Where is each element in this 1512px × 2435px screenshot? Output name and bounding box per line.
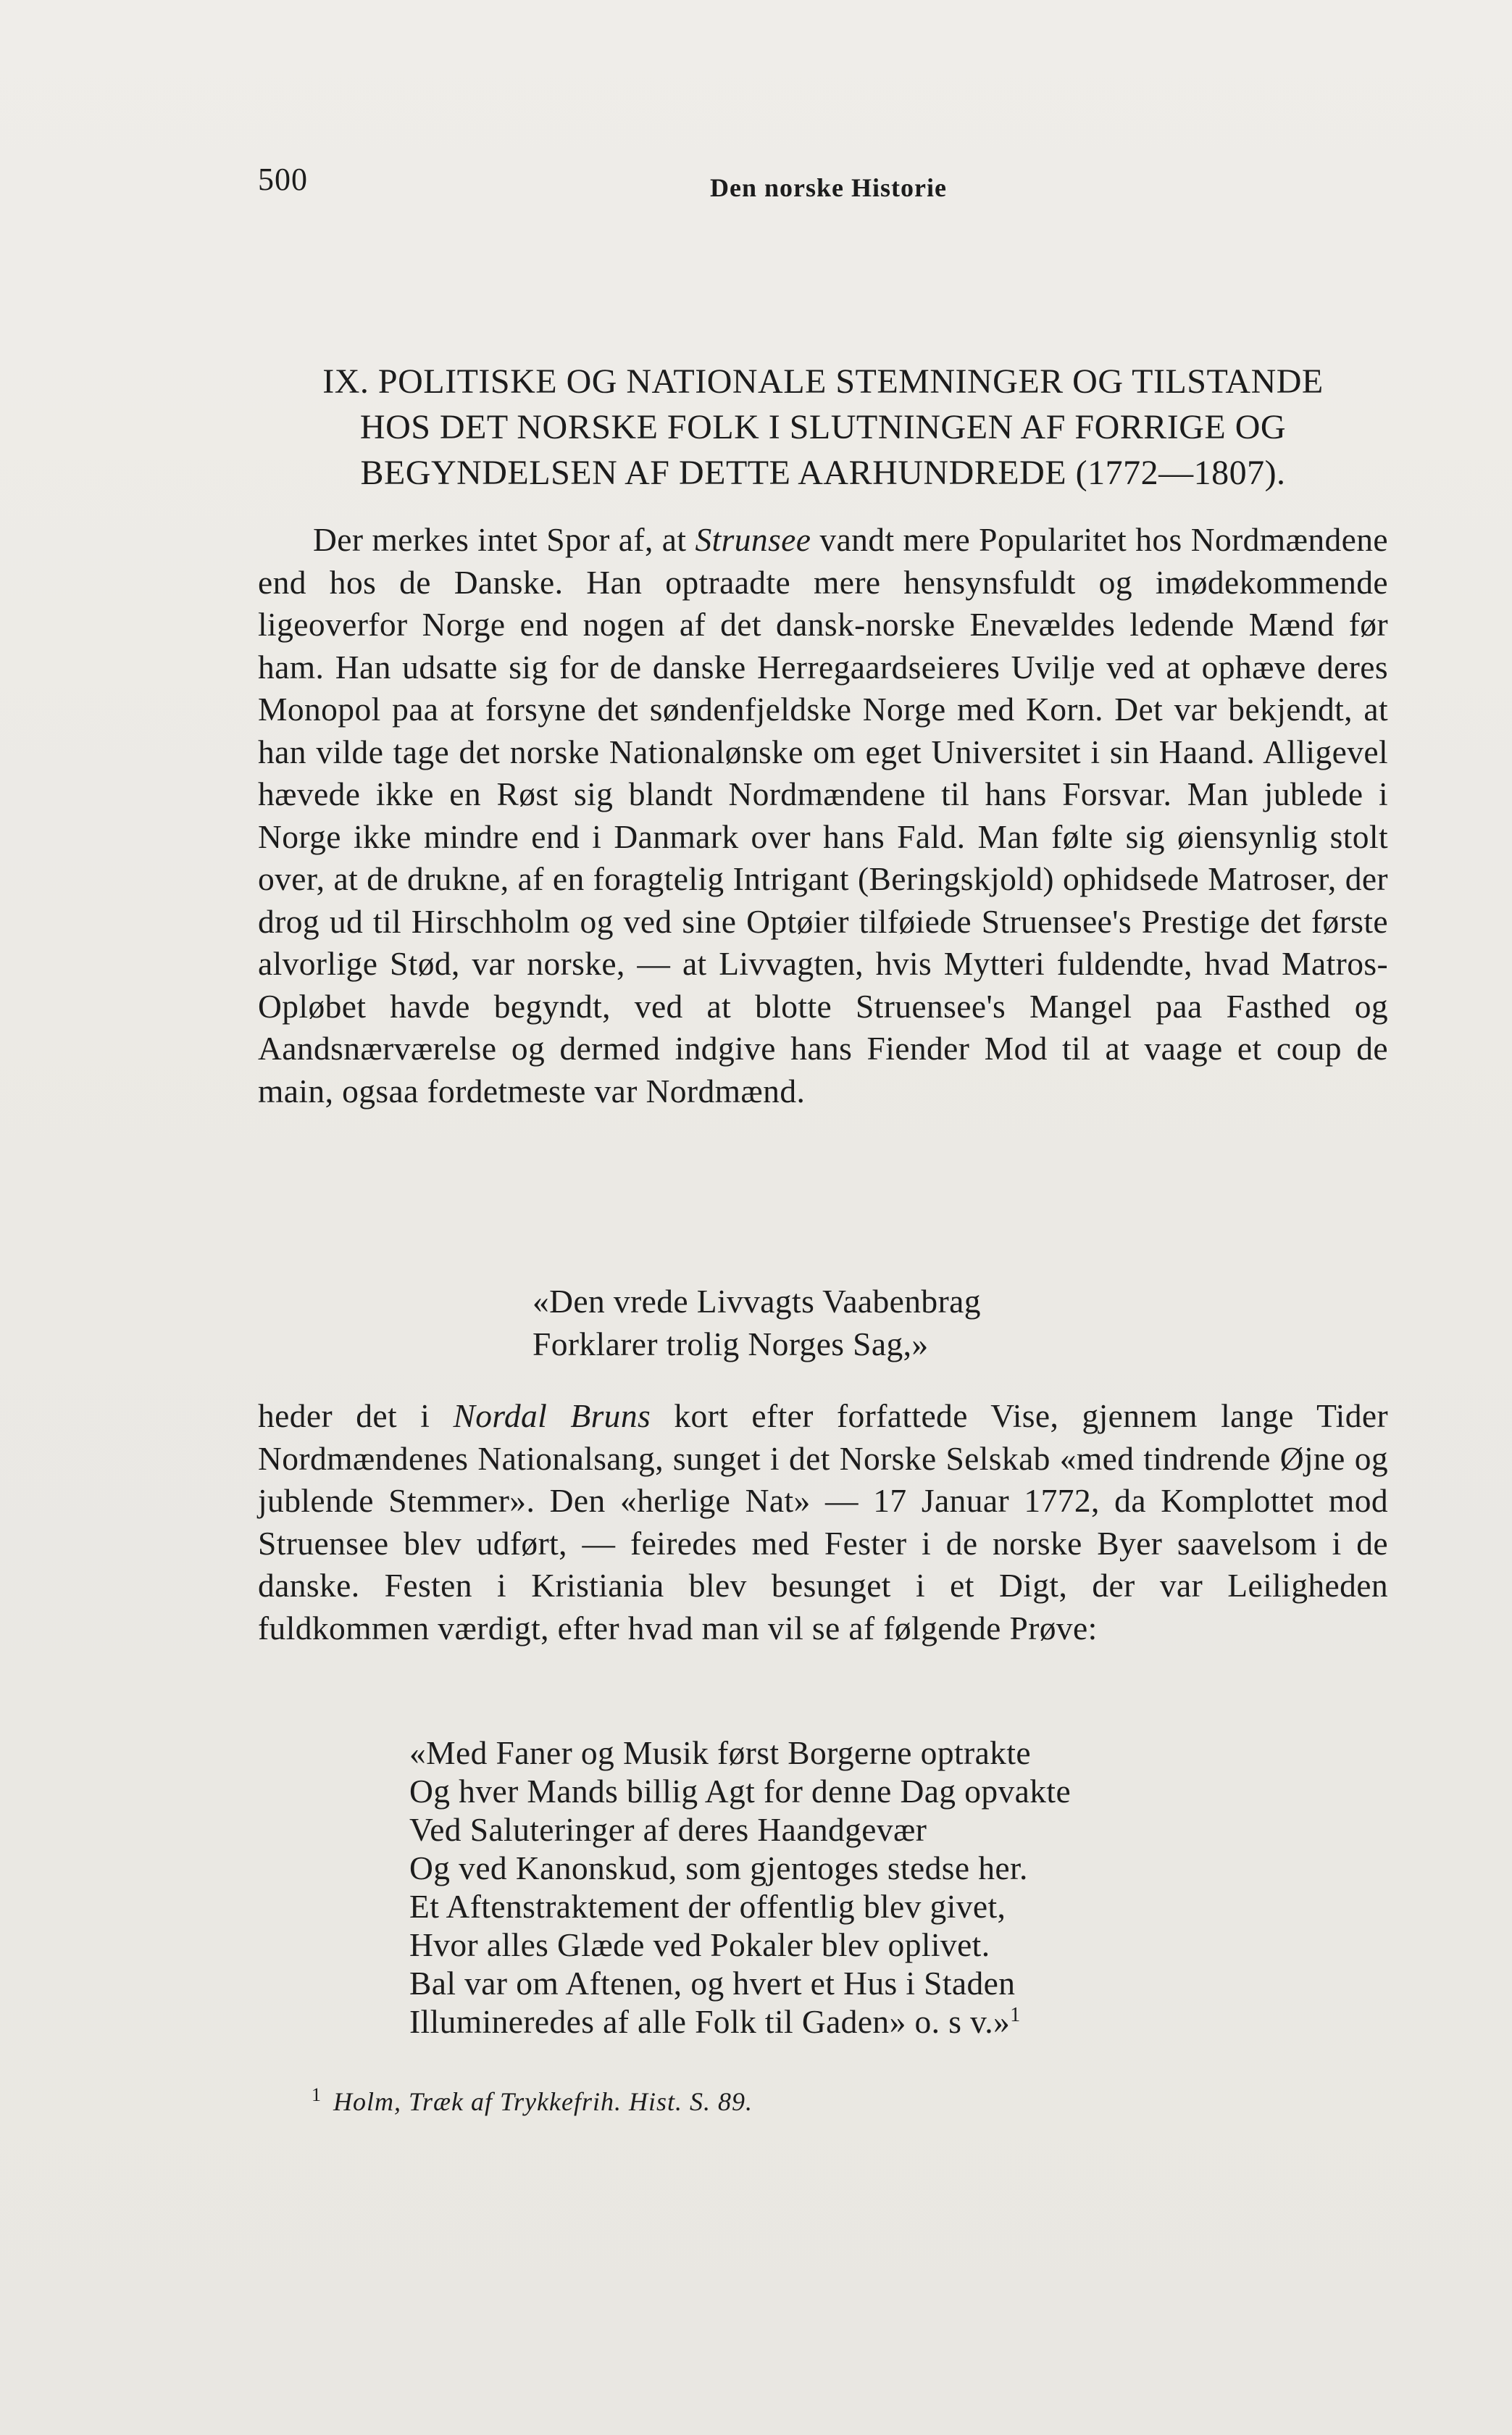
verse-line: Bal var om Aftenen, og hvert et Hus i Staden — [409, 1965, 1016, 2002]
paragraph-text: Der merkes intet Spor af, at — [313, 521, 696, 558]
paragraph-nordal-brun — [258, 1395, 1388, 1649]
verse-line: Og hver Mands billig Agt for denne Dag opvakte — [409, 1773, 1072, 1810]
verse-line-text: Illumineredes af alle Folk til Gaden» o. s v.» — [409, 2003, 1011, 2040]
chapter-title-line: IX. POLITISKE OG NATIONALE STEMNINGER OG TILSTANDE — [322, 362, 1324, 401]
footnote-text: Holm, Træk af Trykkefrih. Hist. S. 89. — [333, 2087, 753, 2116]
person-name-nordal-brun: Nordal Bruns — [453, 1397, 651, 1434]
verse-quote-livvagt — [532, 1281, 981, 1365]
verse-line: Forklarer trolig Norges Sag,» — [532, 1325, 929, 1362]
verse-line: «Med Faner og Musik først Borgerne optrakte — [409, 1734, 1031, 1771]
verse-line: «Den vrede Livvagts Vaabenbrag — [532, 1283, 981, 1320]
footnote-reference: 1 — [1010, 2003, 1021, 2026]
chapter-title-line: HOS DET NORSKE FOLK I SLUTNINGEN AF FORRIGE OG — [359, 408, 1287, 446]
paragraph-text: kort efter forfattede Vise, gjennem lange Tider Nordmændenes Nationalsang, sunget i det Norske Selskab «med tindrende Øjne og jublende Stemmer». Den «herlige Nat» — 17 Januar 1772, da Komplottet mod Struensee blev udført, — feiredes med Fester i de norske Byer saavelsom i de danske. Festen i Kristiania blev besunget i et Digt, der var Leiligheden fuldkommen værdigt, efter hvad man vil se af følgende Prøve: — [258, 1397, 1388, 1647]
paragraph-text: vandt mere Popularitet hos Nordmændene end hos de Danske. Han optraadte mere hensynsfuldt og imødekommende ligeoverfor Norge end nogen af det dansk-norske Enevældes ledende Mænd før ham. Han udsatte sig for de danske Herregaardseieres Uvilje ved at ophæve deres Monopol paa at forsyne det søndenfjeldske Norge med Korn. Det var bekjendt, at han vilde tage det norske Nationalønske om eget Universitet i sin Haand. Alligevel hævede ikke en Røst sig blandt Nordmændene til hans Forsvar. Man jublede i Norge ikke mindre end i Danmark over hans Fald. Man følte sig øiensynlig stolt over, at de drukne, af en foragtelig Intrigant (Beringskjold) ophidsede Matroser, der drog ud til Hirschholm og ved sine Optøier tilføiede Struensee's Prestige det første alvorlige Stød, var norske, — at Livvagten, hvis Mytteri fuldendte, hvad Matros-Opløbet havde begyndt, ved at blotte Struensee's Mangel paa Fasthed og Aandsnærværelse og dermed indgive hans Fiender Mod til at vaage et coup de main, ogsaa fordetmeste var Nordmænd. — [258, 521, 1388, 1110]
footnote — [312, 2084, 753, 2117]
verse-line: Og ved Kanonskud, som gjentoges stedse her. — [409, 1849, 1028, 1886]
verse-quote-kristiania — [409, 1733, 1071, 2041]
footnote-marker: 1 — [312, 2084, 322, 2105]
chapter-title-line: BEGYNDELSEN AF DETTE AARHUNDREDE (1772—1807). — [360, 454, 1286, 492]
chapter-title — [258, 359, 1388, 496]
page-number: 500 — [258, 162, 308, 197]
paragraph-text: heder det i — [258, 1397, 454, 1434]
paragraph-strunsee — [258, 519, 1388, 1112]
verse-line: Ved Saluteringer af deres Haandgevær — [409, 1811, 927, 1848]
person-name-strunsee: Strunsee — [695, 521, 811, 558]
verse-line-last — [409, 2002, 1071, 2041]
verse-line: Hvor alles Glæde ved Pokaler blev oplivet. — [409, 1926, 990, 1963]
verse-line: Et Aftenstraktement der offentlig blev givet, — [409, 1888, 1006, 1925]
running-title: Den norske Historie — [710, 173, 947, 202]
page-header — [258, 161, 1388, 204]
